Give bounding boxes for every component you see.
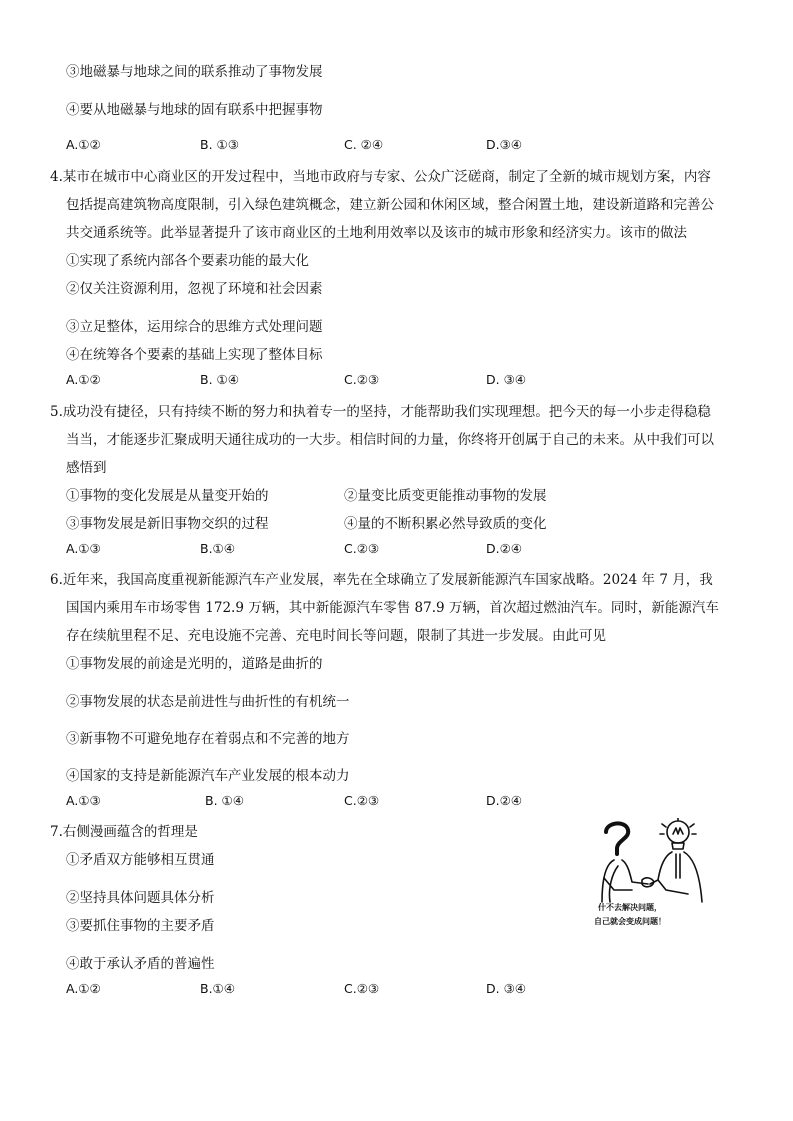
cartoon-caption-line-1: 什不去解决问题，: [598, 903, 662, 912]
q6-statement-2: ②事物发展的状态是前进性与曲折性的有机统一: [66, 694, 350, 710]
q4-statement-3: ③立足整体，运用综合的思维方式处理问题: [66, 319, 323, 335]
q5-statement-2: ②量变比质变更能推动事物的发展: [344, 488, 547, 504]
q7-statement-2: ②坚持具体问题具体分析: [66, 890, 215, 906]
q5-stem-line-1: 5.成功没有捷径，只有持续不断的努力和执着专一的坚持，才能帮助我们实现理想。把今天的每一小步走得稳稳: [50, 404, 711, 420]
q5-option-c: C.②③: [344, 541, 380, 556]
cartoon-drawing: [592, 818, 710, 930]
q4-option-b: B. ①④: [200, 372, 239, 387]
q6-option-a: A.①③: [66, 793, 101, 808]
q5-option-a: A.①③: [66, 541, 101, 556]
q5-statement-3: ③事物发展是新旧事物交织的过程: [66, 516, 269, 532]
q6-stem-line-1: 6.近年来，我国高度重视新能源汽车产业发展，率先在全球确立了发展新能源汽车国家战略。2024 年 7 月，我: [50, 572, 713, 588]
q5-statement-1: ①事物的变化发展是从量变开始的: [66, 488, 269, 504]
q3-option-d: D.③④: [486, 137, 523, 152]
q7-option-c: C.②③: [344, 981, 380, 996]
q4-statement-4: ④在统筹各个要素的基础上实现了整体目标: [66, 347, 323, 363]
q4-stem-line-3: 共交通系统等。此举显著提升了该市商业区的土地利用效率以及该市的城市形象和经济实力。该市的做法: [66, 225, 687, 241]
q4-statement-1: ①实现了系统内部各个要素功能的最大化: [66, 253, 309, 269]
q6-statement-3: ③新事物不可避免地存在着弱点和不完善的地方: [66, 731, 350, 747]
q6-statement-1: ①事物发展的前途是光明的，道路是曲折的: [66, 656, 323, 672]
q5-statement-4: ④量的不断积累必然导致质的变化: [344, 516, 547, 532]
q7-option-d: D. ③④: [486, 981, 526, 996]
q6-option-b: B. ①④: [205, 793, 244, 808]
q6-option-c: C.②③: [344, 793, 380, 808]
q6-option-d: D.②④: [486, 793, 523, 808]
q6-stem-line-3: 存在续航里程不足、充电设施不完善、充电时间长等问题，限制了其进一步发展。由此可见: [66, 628, 606, 644]
q4-stem-line-1: 4.某市在城市中心商业区的开发过程中，当地市政府与专家、公众广泛磋商，制定了全新的城市规划方案，内容: [50, 169, 711, 185]
q4-option-c: C.②③: [344, 372, 380, 387]
q7-option-a: A.①②: [66, 981, 101, 996]
q3-statement-4: ④要从地磁暴与地球的固有联系中把握事物: [66, 102, 323, 118]
q7-option-b: B.①④: [200, 981, 235, 996]
q3-statement-3: ③地磁暴与地球之间的联系推动了事物发展: [66, 64, 323, 80]
q7-statement-1: ①矛盾双方能够相互贯通: [66, 852, 215, 868]
q5-stem-line-3: 感悟到: [66, 460, 107, 476]
q4-statement-2: ②仅关注资源利用，忽视了环境和社会因素: [66, 281, 323, 297]
q5-stem-line-2: 当当，才能逐步汇聚成明天通往成功的一大步。相信时间的力量，你终将开创属于自己的未来。从中我们可以: [66, 432, 714, 448]
q3-option-b: B. ①③: [200, 137, 239, 152]
q4-option-d: D. ③④: [486, 372, 526, 387]
q7-statement-4: ④敢于承认矛盾的普遍性: [66, 956, 215, 972]
q4-option-a: A.①②: [66, 372, 101, 387]
q7-stem-line-1: 7.右侧漫画蕴含的哲理是: [50, 824, 198, 840]
q4-stem-line-2: 包括提高建筑物高度限制，引入绿色建筑概念，建立新公园和休闲区域，整合闲置土地，建设新道路和完善公: [66, 197, 714, 213]
q5-option-d: D.②④: [486, 541, 523, 556]
q6-stem-line-2: 国国内乘用车市场零售 172.9 万辆，其中新能源汽车零售 87.9 万辆，首次超过燃油汽车。同时，新能源汽车: [66, 600, 719, 616]
q7-statement-3: ③要抓住事物的主要矛盾: [66, 918, 215, 934]
q5-option-b: B.①④: [200, 541, 235, 556]
q3-option-a: A.①②: [66, 137, 101, 152]
q3-option-c: C. ②④: [344, 137, 384, 152]
cartoon-caption-line-2: 自己就会变成问题！: [594, 917, 666, 926]
cartoon-illustration: [592, 818, 710, 930]
q6-statement-4: ④国家的支持是新能源汽车产业发展的根本动力: [66, 768, 350, 784]
